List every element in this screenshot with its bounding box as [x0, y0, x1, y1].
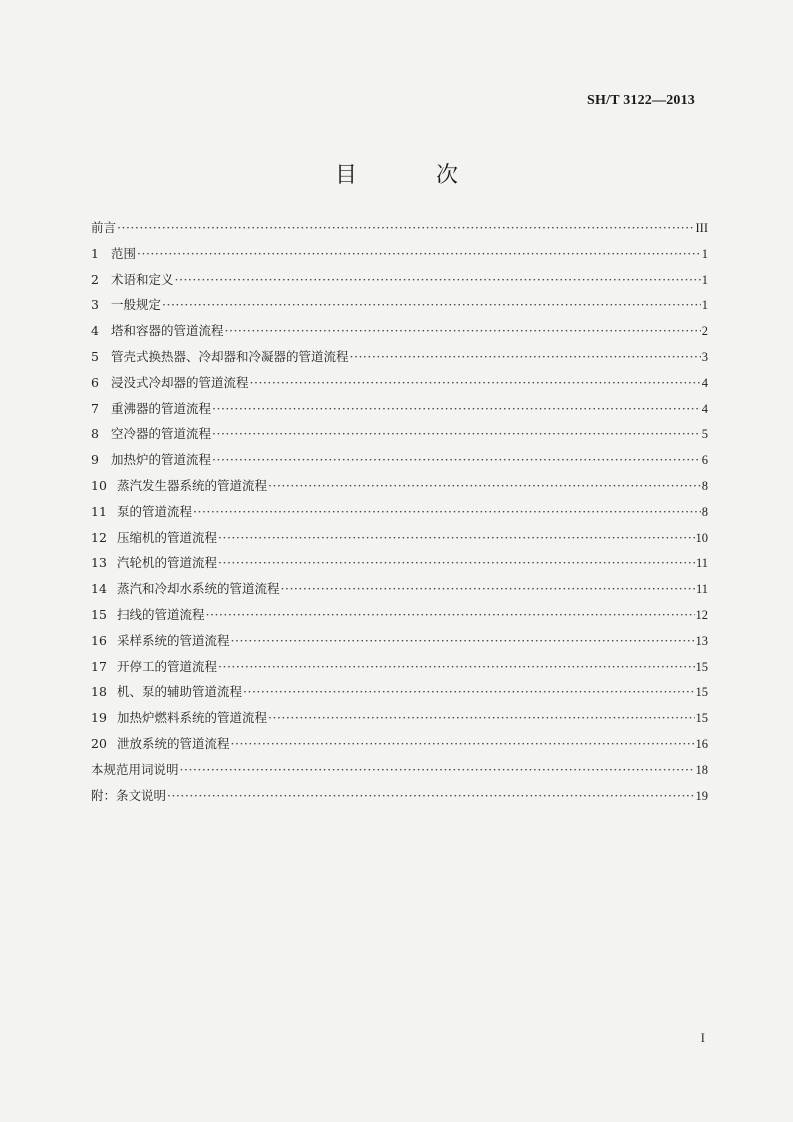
toc-entry[interactable]: [91, 295, 708, 321]
dot-leader: [218, 659, 694, 674]
dot-leader: [231, 736, 695, 751]
toc-entry-label: 一般规定: [111, 297, 162, 313]
toc-entry-label: 附：条文说明: [91, 787, 167, 803]
toc-entry-number: 19: [91, 710, 107, 726]
toc-entry-page: 11: [695, 582, 708, 597]
toc-entry[interactable]: [91, 553, 708, 579]
dot-leader: [212, 426, 701, 441]
toc-entry-page: 8: [701, 478, 708, 493]
toc-entry-label: 泄放系统的管道流程: [117, 735, 230, 751]
toc-entry-page: 2: [701, 324, 708, 339]
dot-leader: [167, 788, 694, 803]
toc-entry-page: 1: [701, 272, 708, 287]
toc-entry-number: 11: [91, 503, 107, 519]
toc-entry-number: 14: [91, 581, 107, 597]
toc-entry-label: 采样系统的管道流程: [117, 632, 230, 648]
toc-entry-label: 加热炉的管道流程: [111, 452, 212, 468]
toc-entry[interactable]: [91, 321, 708, 347]
toc-entry[interactable]: [91, 528, 708, 554]
toc-entry-label: 管壳式换热器、冷却器和冷凝器的管道流程: [111, 348, 349, 364]
toc-entry[interactable]: [91, 373, 708, 399]
toc-entry-label: 前言: [91, 220, 117, 235]
dot-leader: [206, 607, 695, 622]
toc-entry-number: 16: [91, 632, 107, 648]
toc-entry-page: 5: [701, 427, 708, 442]
toc-entry-label: 本规范用词说明: [91, 761, 179, 777]
dot-leader: [231, 633, 695, 648]
toc-entry-label: 范围: [111, 245, 137, 261]
toc-entry-number: 7: [91, 400, 99, 416]
toc-entry-page: 1: [701, 298, 708, 313]
dot-leader: [212, 452, 701, 467]
toc-entry-page: 15: [695, 685, 708, 700]
toc-entry-label: 术语和定义: [111, 271, 174, 287]
page-number: I: [700, 1030, 705, 1045]
toc-entry-page: III: [695, 221, 708, 235]
dot-leader: [212, 401, 701, 416]
toc-entry-label: 塔和容器的管道流程: [111, 323, 224, 339]
toc-entry-number: 8: [91, 426, 99, 442]
toc-entry[interactable]: [91, 502, 708, 528]
page-title: 目 次: [335, 163, 494, 188]
dot-leader: [225, 323, 701, 338]
toc-entry-label: 汽轮机的管道流程: [117, 555, 218, 571]
toc-entry[interactable]: [91, 786, 708, 812]
toc-entry-label: 重沸器的管道流程: [111, 400, 212, 416]
toc-entry[interactable]: [91, 631, 708, 657]
toc-entry-label: 蒸汽发生器系统的管道流程: [117, 477, 268, 493]
dot-leader: [350, 349, 701, 364]
toc-entry[interactable]: [91, 605, 708, 631]
toc-entry-page: 6: [701, 453, 708, 468]
toc-entry[interactable]: [91, 424, 708, 450]
toc-entry-number: 9: [91, 452, 99, 468]
dot-leader: [180, 762, 695, 777]
dot-leader: [281, 581, 695, 596]
dot-leader: [218, 555, 695, 570]
toc-entry-number: 3: [91, 297, 99, 313]
standard-code: SH/T 3122—2013: [587, 93, 695, 108]
toc-entry-page: 3: [701, 349, 708, 364]
dot-leader: [162, 297, 701, 312]
dot-leader: [268, 478, 701, 493]
dot-leader: [137, 246, 701, 261]
dot-leader: [175, 272, 701, 287]
toc-entry[interactable]: [91, 734, 708, 760]
toc-entry-label: 扫线的管道流程: [117, 606, 205, 622]
toc-entry-page: 1: [701, 246, 708, 261]
toc-entry[interactable]: [91, 682, 708, 708]
toc-entry-page: 16: [695, 736, 708, 751]
toc-entry[interactable]: [91, 450, 708, 476]
toc-entry-label: 浸没式冷却器的管道流程: [111, 374, 249, 390]
toc-entry-page: 12: [695, 607, 708, 622]
dot-leader: [193, 504, 701, 519]
dot-leader: [117, 220, 694, 235]
toc-entry-label: 开停工的管道流程: [117, 658, 218, 674]
toc-entry-label: 机、泵的辅助管道流程: [117, 684, 243, 700]
toc-entry[interactable]: [91, 579, 708, 605]
toc-entry-label: 蒸汽和冷却水系统的管道流程: [117, 581, 280, 597]
toc-entry-number: 5: [91, 348, 99, 364]
toc-entry-label: 压缩机的管道流程: [117, 529, 218, 545]
toc-entry-label: 泵的管道流程: [117, 503, 193, 519]
dot-leader: [268, 710, 694, 725]
toc-entry[interactable]: [91, 708, 708, 734]
toc-entry[interactable]: [91, 476, 708, 502]
dot-leader: [243, 684, 694, 699]
toc-entry-number: 20: [91, 735, 107, 751]
toc-entry-page: 4: [701, 375, 708, 390]
toc-entry-number: 10: [91, 477, 107, 493]
toc-entry-page: 4: [701, 401, 708, 416]
toc-entry-number: 13: [91, 555, 107, 571]
toc-entry-page: 13: [695, 633, 708, 648]
toc-entry-number: 2: [91, 271, 99, 287]
toc-entry[interactable]: [91, 218, 708, 244]
toc-entry-label: 加热炉燃料系统的管道流程: [117, 710, 268, 726]
toc-entry-label: 空冷器的管道流程: [111, 426, 212, 442]
toc-entry-number: 1: [91, 245, 99, 261]
dot-leader: [250, 375, 701, 390]
toc-entry-number: 6: [91, 374, 99, 390]
toc-entry-page: 8: [701, 504, 708, 519]
toc-entry-number: 17: [91, 658, 107, 674]
toc-entry-number: 4: [91, 323, 99, 339]
toc-entry[interactable]: [91, 270, 708, 296]
toc-entry-number: 12: [91, 529, 107, 545]
toc-entry-page: 15: [695, 659, 708, 674]
table-of-contents: [91, 218, 708, 811]
toc-entry-page: 15: [695, 711, 708, 726]
toc-entry[interactable]: [91, 760, 708, 786]
toc-entry-page: 18: [695, 762, 708, 777]
toc-entry-page: 11: [695, 556, 708, 571]
toc-entry[interactable]: [91, 347, 708, 373]
toc-entry[interactable]: [91, 399, 708, 425]
toc-entry-page: 19: [695, 788, 708, 803]
toc-entry-number: 18: [91, 684, 107, 700]
toc-entry[interactable]: [91, 657, 708, 683]
toc-entry-page: 10: [695, 530, 708, 545]
toc-entry[interactable]: [91, 244, 708, 270]
dot-leader: [218, 530, 694, 545]
toc-entry-number: 15: [91, 606, 107, 622]
